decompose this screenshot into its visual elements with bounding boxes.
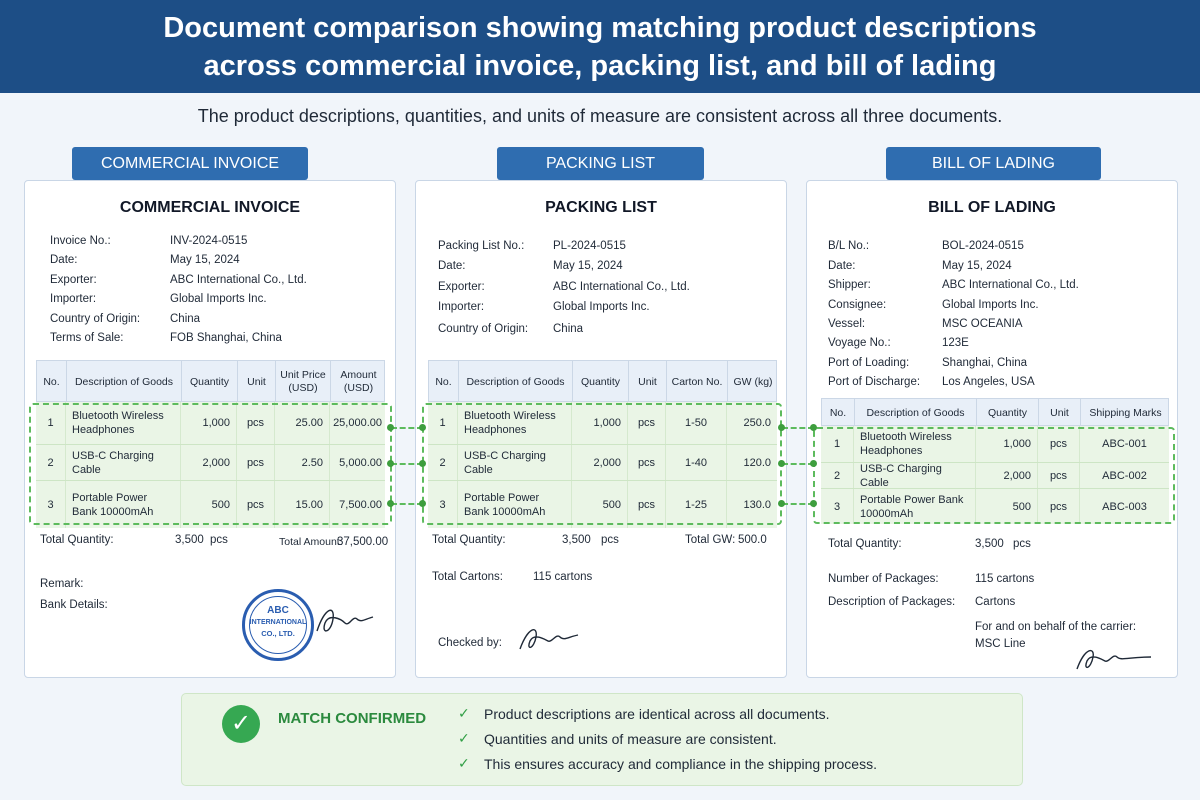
table-cell: pcs [236, 481, 274, 528]
invoice-field-value: Global Imports Inc. [170, 293, 267, 305]
table-cell: USB-C Charging Cable [65, 445, 180, 480]
table-cell: 2,000 [571, 445, 627, 480]
packing-total-gw-value: 500.0 [738, 534, 767, 546]
packing-signature-icon [516, 621, 584, 657]
packing-table-header [428, 360, 777, 402]
connector-dot [387, 500, 394, 507]
column-header: GW (kg) [727, 361, 778, 403]
table-cell: ABC-001 [1079, 426, 1169, 462]
column-header: No. [43, 375, 60, 388]
packing-field-label: Exporter: [438, 281, 485, 293]
connector-dot [419, 424, 426, 431]
page-subtitle: The product descriptions, quantities, and units of measure are consistent across all three documents. [197, 106, 1003, 126]
column-header: Shipping Marks [1080, 399, 1170, 427]
tab-packing-list[interactable]: PACKING LIST [497, 147, 704, 180]
connector-dot [419, 500, 426, 507]
column-header: Carton No. [666, 361, 727, 403]
tab-bill-of-lading[interactable]: BILL OF LADING [886, 147, 1101, 180]
lading-field-value: Los Angeles, USA [942, 376, 1035, 388]
table-cell: 1,000 [180, 402, 236, 444]
table-cell: pcs [1037, 463, 1079, 488]
packing-field-value: China [553, 323, 584, 335]
packing-field-value: Global Imports Inc. [553, 301, 650, 313]
table-cell: 5,000.00 [329, 445, 385, 480]
table-cell: 1 [47, 417, 54, 429]
table-cell: Bluetooth Wireless Headphones [457, 402, 571, 444]
table-row [821, 462, 1169, 488]
tab-commercial-invoice[interactable]: COMMERCIAL INVOICE [72, 147, 308, 180]
packing-field-value: PL-2024-0515 [553, 240, 626, 252]
lading-field-label: Voyage No.: [828, 337, 891, 349]
table-cell: ABC-003 [1079, 489, 1169, 524]
lading-field-value: Global Imports Inc. [942, 299, 1039, 311]
lading-field-value: 123E [942, 337, 969, 349]
carrier-signature-icon [1073, 643, 1157, 675]
summary-point: Quantities and units of measure are consistent. [484, 731, 777, 747]
lading-packages-label: Number of Packages: [828, 573, 939, 585]
invoice-total-quantity-unit: pcs [210, 534, 228, 546]
table-cell: Portable Power Bank 10000mAh [457, 481, 571, 528]
lading-table-header [821, 398, 1169, 426]
invoice-field-value: ABC International Co., Ltd. [170, 274, 307, 286]
table-row [36, 480, 385, 528]
lading-field-value: MSC OCEANIA [942, 318, 1023, 330]
table-cell: 2,000 [975, 463, 1037, 488]
invoice-signature-icon [311, 601, 379, 641]
column-header: No. [829, 406, 847, 419]
table-cell: 130.0 [726, 481, 777, 528]
table-cell: Portable Power Bank 10000mAh [853, 489, 975, 524]
lading-field-value: May 15, 2024 [942, 260, 1012, 272]
table-cell: 1,000 [975, 426, 1037, 462]
connector-dot [778, 500, 785, 507]
lading-field-label: B/L No.: [828, 240, 870, 252]
summary-point: Product descriptions are identical across all documents. [484, 706, 830, 722]
lading-field-label: Date: [828, 260, 856, 272]
column-header: Description of Goods [854, 399, 976, 427]
packing-list-document [415, 180, 787, 678]
summary-point: This ensures accuracy and compliance in the shipping process. [484, 756, 877, 772]
lading-field-label: Vessel: [828, 318, 866, 330]
table-cell: 25.00 [274, 402, 329, 444]
table-row [821, 426, 1169, 462]
table-cell: 15.00 [274, 481, 329, 528]
table-cell: pcs [236, 445, 274, 480]
packing-field-label: Packing List No.: [438, 240, 525, 252]
table-row [428, 402, 777, 444]
packing-total-cartons-value: 115 cartons [533, 571, 593, 583]
column-header: Quantity [572, 361, 628, 403]
table-cell: ABC-002 [1079, 463, 1169, 488]
match-summary-panel [181, 693, 1023, 786]
packing-total-quantity-label: Total Quantity: [432, 534, 506, 546]
checkmark-icon: ✓ [458, 755, 470, 771]
commercial-invoice-document [24, 180, 396, 678]
table-cell: 1-50 [665, 402, 726, 444]
column-header: Unit Price (USD) [275, 361, 330, 403]
lading-packages-value: 115 cartons [975, 573, 1035, 585]
table-cell: 3 [833, 500, 841, 513]
checkmark-icon: ✓ [458, 730, 470, 746]
invoice-field-label: Invoice No.: [50, 235, 111, 247]
connector-dot [810, 500, 817, 507]
table-cell: 1,000 [571, 402, 627, 444]
column-header: Amount (USD) [330, 361, 386, 403]
lading-field-label: Port of Discharge: [828, 376, 921, 388]
invoice-field-value: FOB Shanghai, China [170, 332, 282, 344]
packing-list-title: PACKING LIST [545, 199, 657, 216]
column-header: Unit [237, 361, 275, 403]
table-cell: 250.0 [726, 402, 777, 444]
connector-dot [810, 424, 817, 431]
table-cell: 500 [180, 481, 236, 528]
table-row [428, 444, 777, 480]
lading-field-label: Consignee: [828, 299, 887, 311]
bill-of-lading-title: BILL OF LADING [928, 199, 1056, 216]
table-cell: pcs [627, 402, 665, 444]
invoice-field-value: INV-2024-0515 [170, 235, 248, 247]
lading-table-body [821, 426, 1169, 524]
invoice-field-value: May 15, 2024 [170, 254, 240, 266]
table-cell: 2 [439, 456, 446, 469]
table-cell: 1-40 [665, 445, 726, 480]
column-header: Unit [1038, 399, 1080, 427]
check-circle-icon: ✓ [222, 705, 260, 743]
stamp-text: CO., LTD. [261, 629, 295, 638]
column-header: Quantity [976, 399, 1038, 427]
table-cell: Bluetooth Wireless Headphones [853, 426, 975, 462]
packing-total-quantity-value: 3,500 [562, 534, 591, 546]
table-cell: 2.50 [274, 445, 329, 480]
table-cell: 2 [833, 469, 841, 482]
column-header: Description of Goods [458, 361, 572, 403]
lading-field-label: Shipper: [828, 279, 871, 291]
connector-dot [778, 460, 785, 467]
table-cell: 3 [47, 498, 54, 511]
stamp-text: INTERNATIONAL [249, 619, 307, 626]
page-title-line-2: across commercial invoice, packing list, and bill of lading [203, 50, 997, 82]
invoice-total-amount-label: Total Amount: [279, 536, 343, 548]
packing-table-body [428, 402, 777, 528]
table-cell: pcs [1037, 489, 1079, 524]
invoice-total-quantity-value: 3,500 [175, 534, 204, 546]
table-cell: USB-C Charging Cable [853, 463, 975, 488]
lading-total-quantity-label: Total Quantity: [828, 538, 902, 550]
column-header: Quantity [181, 361, 237, 403]
table-cell: 3 [439, 498, 446, 511]
packing-field-label: Date: [438, 260, 466, 272]
table-cell: 500 [571, 481, 627, 528]
table-row [36, 402, 385, 444]
table-cell: 1 [439, 417, 446, 429]
company-stamp [242, 589, 314, 661]
invoice-table-header [36, 360, 385, 402]
table-cell: USB-C Charging Cable [457, 445, 571, 480]
invoice-field-label: Importer: [50, 293, 97, 305]
invoice-total-amount-value: 37,500.00 [337, 536, 389, 548]
invoice-field-label: Date: [50, 254, 78, 266]
stamp-text: ABC [267, 605, 289, 616]
connector-dot [387, 424, 394, 431]
match-status: MATCH CONFIRMED [278, 710, 427, 727]
page-banner [0, 0, 1200, 93]
column-header: Unit [628, 361, 666, 403]
table-cell: pcs [627, 481, 665, 528]
table-cell: 120.0 [726, 445, 777, 480]
invoice-field-value: China [170, 313, 201, 325]
packing-field-value: ABC International Co., Ltd. [553, 281, 690, 293]
connector-dot [387, 460, 394, 467]
table-row [36, 444, 385, 480]
connector-dot [778, 424, 785, 431]
table-cell: 25,000.00 [329, 402, 385, 444]
packing-field-label: Country of Origin: [438, 323, 529, 335]
column-header: Description of Goods [66, 361, 181, 403]
table-cell: 500 [975, 489, 1037, 524]
bill-of-lading-document [806, 180, 1178, 678]
invoice-bank-details-label: Bank Details: [40, 599, 108, 611]
lading-description-of-packages-label: Description of Packages: [828, 596, 956, 608]
packing-field-value: May 15, 2024 [553, 260, 623, 272]
packing-total-quantity-unit: pcs [601, 534, 619, 546]
invoice-title: COMMERCIAL INVOICE [119, 199, 301, 216]
page-title-line-1: Document comparison showing matching product descriptions [163, 12, 1037, 44]
table-cell: 2 [47, 456, 54, 469]
column-header: No. [435, 375, 452, 388]
packing-total-gw-label: Total GW: [685, 534, 736, 546]
table-cell: 1 [833, 438, 841, 450]
table-row [821, 488, 1169, 524]
connector-dot [419, 460, 426, 467]
carrier-name: MSC Line [975, 638, 1026, 650]
table-cell: Bluetooth Wireless Headphones [65, 402, 180, 444]
invoice-total-quantity-label: Total Quantity: [40, 534, 114, 546]
lading-field-value: BOL-2024-0515 [942, 240, 1024, 252]
invoice-field-label: Country of Origin: [50, 313, 141, 325]
lading-field-label: Port of Loading: [828, 357, 910, 369]
lading-field-value: Shanghai, China [942, 357, 1028, 369]
packing-field-label: Importer: [438, 301, 485, 313]
lading-field-value: ABC International Co., Ltd. [942, 279, 1079, 291]
invoice-remark-label: Remark: [40, 578, 84, 590]
invoice-table-body [36, 402, 385, 528]
lading-total-quantity-value: 3,500 [975, 538, 1004, 550]
table-cell: pcs [1037, 426, 1079, 462]
table-cell: 2,000 [180, 445, 236, 480]
table-cell: pcs [627, 445, 665, 480]
checkmark-icon: ✓ [458, 705, 470, 721]
invoice-field-label: Terms of Sale: [50, 332, 124, 344]
table-cell: 1-25 [665, 481, 726, 528]
lading-description-of-packages-value: Cartons [975, 596, 1016, 608]
table-cell: Portable Power Bank 10000mAh [65, 481, 180, 528]
carrier-statement: For and on behalf of the carrier: [975, 621, 1137, 633]
lading-total-quantity-unit: pcs [1013, 538, 1031, 550]
table-row [428, 480, 777, 528]
connector-dot [810, 460, 817, 467]
packing-total-cartons-label: Total Cartons: [432, 571, 503, 583]
table-cell: pcs [236, 402, 274, 444]
packing-checked-by-label: Checked by: [438, 637, 502, 649]
invoice-field-label: Exporter: [50, 274, 97, 286]
table-cell: 7,500.00 [329, 481, 385, 528]
